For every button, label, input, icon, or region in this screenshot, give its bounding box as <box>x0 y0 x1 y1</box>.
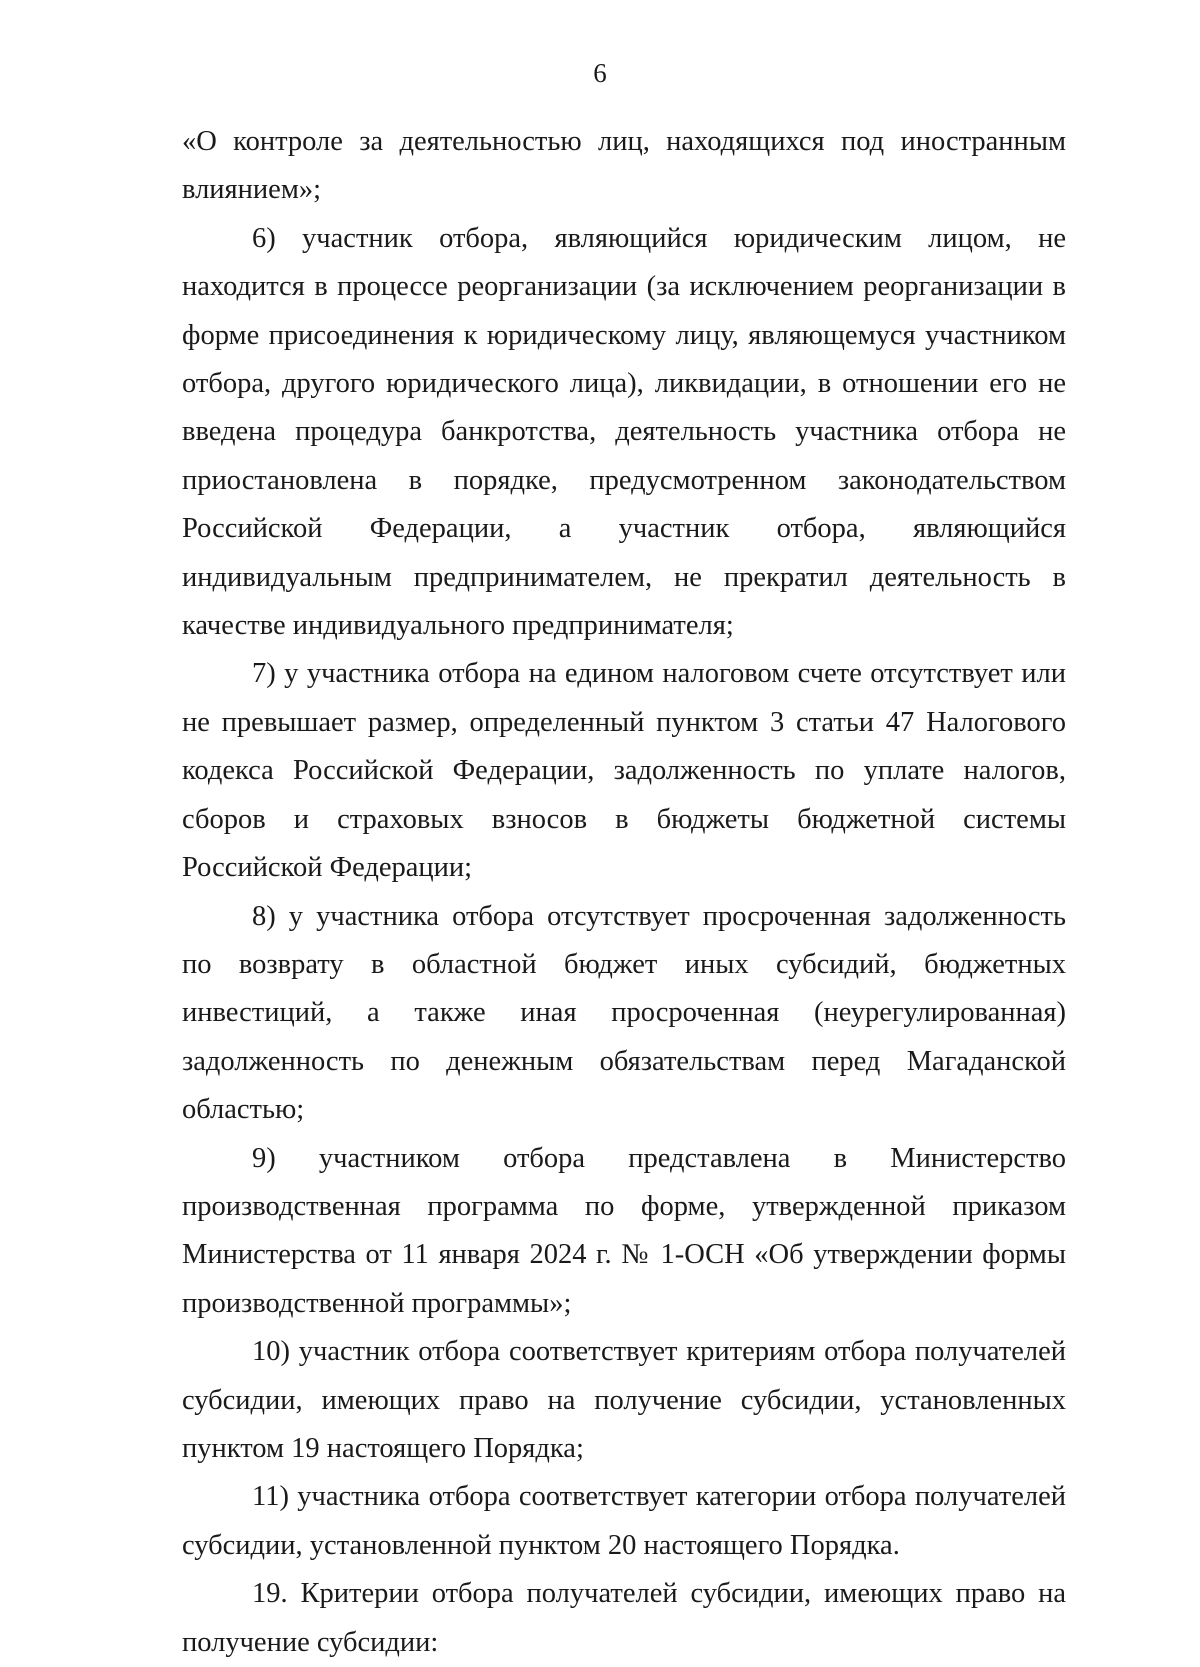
document-body <box>182 118 1066 1667</box>
paragraph-section-19: 19. Критерии отбора получателей субсидии, имеющих право на получение субсидии: <box>182 1578 1066 1658</box>
paragraph-continuation: «О контроле за деятельностью лиц, находящихся под иностранным влиянием»; <box>182 126 1066 206</box>
page-number: 6 <box>593 58 607 88</box>
paragraph-item-9: 9) участником отбора представлена в Министерство производственная программа по форме, утвержденной приказом Министерства от 11 января 2024 г. № 1-ОСН «Об утверждении формы производственной программы»; <box>182 1142 1066 1319</box>
paragraph-item-10: 10) участник отбора соответствует критериям отбора получателей субсидии, имеющих право на получение субсидии, установленных пунктом 19 настоящего Порядка; <box>182 1336 1066 1464</box>
paragraph-item-7: 7) у участника отбора на едином налоговом счете отсутствует или не превышает размер, определенный пунктом 3 статьи 47 Налогового кодекса Российской Федерации, задолженность по уплате налогов, сборов и страховых взносов в бюджеты бюджетной системы Российской Федерации; <box>182 658 1066 884</box>
paragraph-item-6: 6) участник отбора, являющийся юридическим лицом, не находится в процессе реорганизации (за исключением реорганизации в форме присоединения к юридическому лицу, являющемуся участником отбора, другого юридического лица), ликвидации, в отношении его не введена процедура банкротства, деятельность участника отбора не приостановлена в порядке, предусмотренном законодательством Российской Федерации, а участник отбора, являющийся индивидуальным предпринимателем, не прекратил деятельность в качестве индивидуального предпринимателя; <box>182 222 1066 642</box>
paragraph-item-11: 11) участника отбора соответствует категории отбора получателей субсидии, установленной пунктом 20 настоящего Порядка. <box>182 1481 1066 1561</box>
paragraph-item-8: 8) у участника отбора отсутствует просроченная задолженность по возврату в областной бюджет иных субсидий, бюджетных инвестиций, а также иная просроченная (неурегулированная) задолженность по денежным обязательствам перед Магаданской областью; <box>182 900 1066 1126</box>
